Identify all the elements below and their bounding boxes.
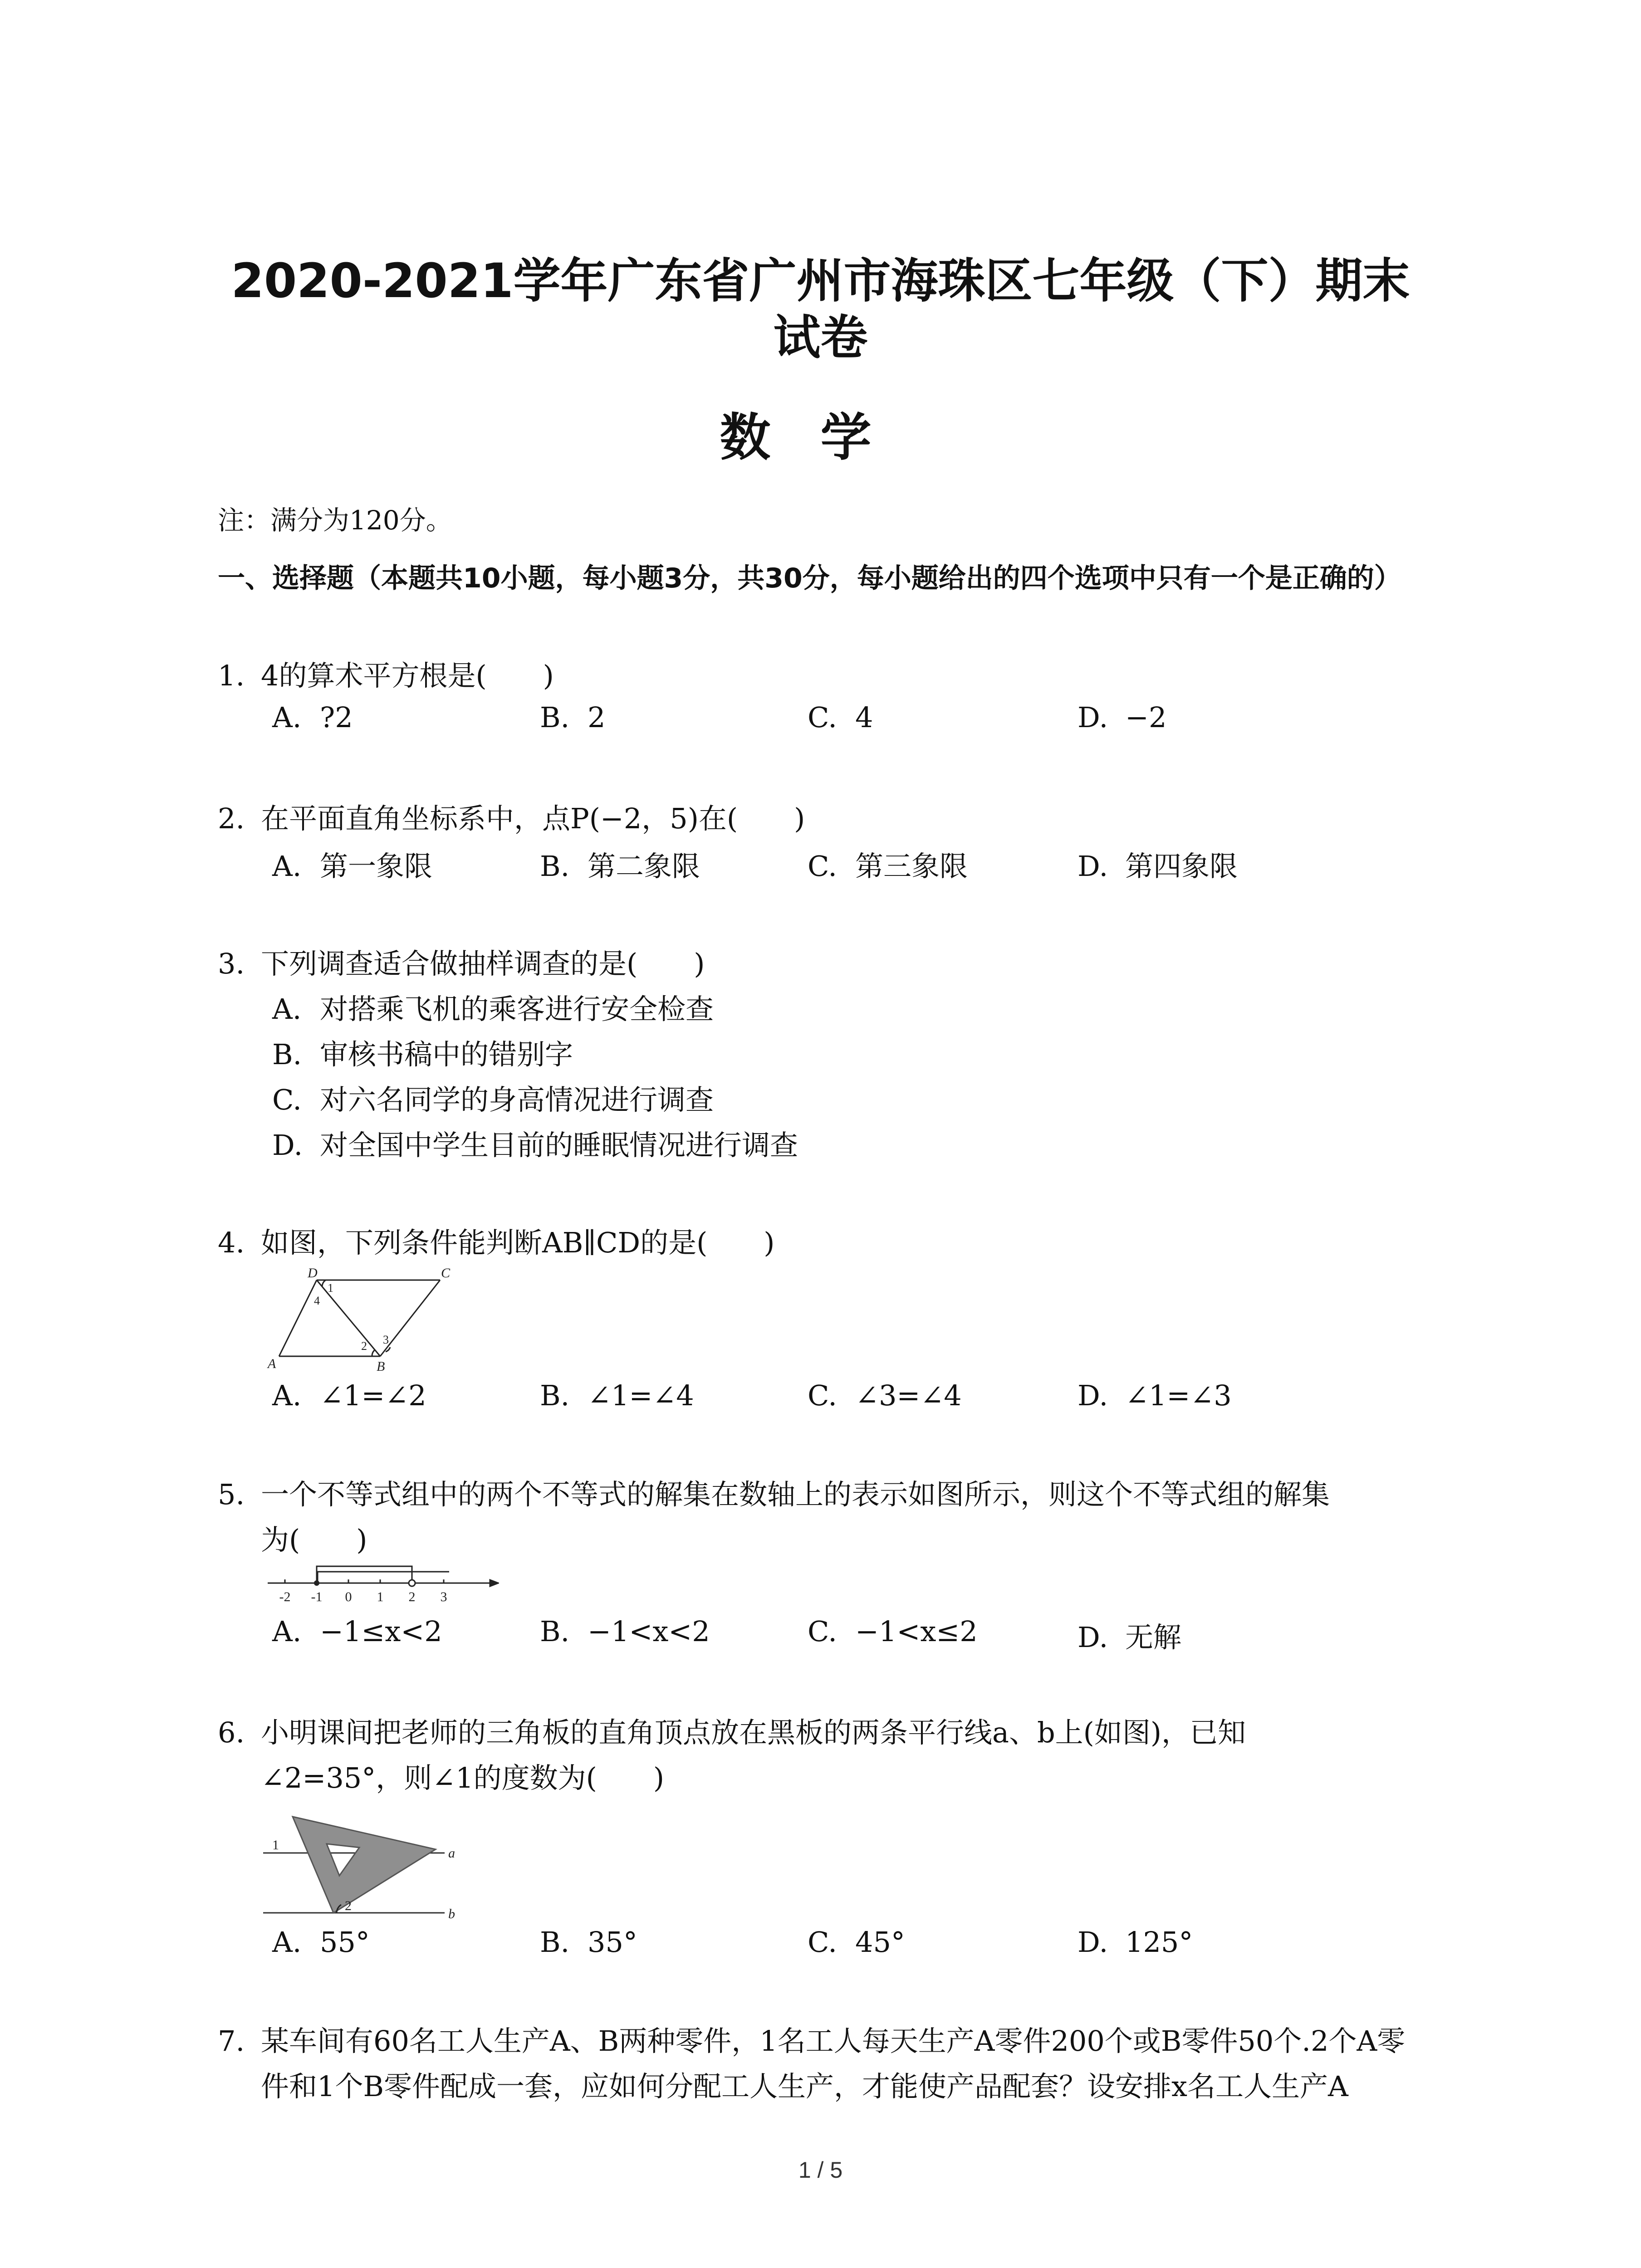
- option-d[interactable]: D. 无解: [1078, 1621, 1182, 1654]
- fig4-angle-4: 4: [314, 1294, 320, 1307]
- fig4-label-c: C: [441, 1266, 451, 1281]
- question-2: [218, 796, 1443, 841]
- option-a[interactable]: A. ?2: [272, 701, 353, 734]
- question-stem: 一个不等式组中的两个不等式的解集在数轴上的表示如图所示，则这个不等式组的解集: [261, 1478, 1330, 1511]
- question-stem: 小明课间把老师的三角板的直角顶点放在黑板的两条平行线a、b上(如图)，已知: [261, 1716, 1246, 1749]
- question-number: 3.: [218, 947, 245, 980]
- option-d[interactable]: D. ∠1=∠3: [1078, 1379, 1232, 1412]
- question-4: [218, 1220, 1443, 1266]
- tick-label: 1: [377, 1589, 384, 1604]
- option-a[interactable]: A. −1≤x<2: [272, 1615, 442, 1648]
- page-title-line2: 试卷: [773, 310, 868, 365]
- question-number: 5.: [218, 1478, 245, 1511]
- section-heading: 一、选择题（本题共10小题，每小题3分，共30分，每小题给出的四个选项中只有一个是正确的）: [218, 562, 1401, 594]
- option-b[interactable]: B. 第二象限: [540, 850, 700, 883]
- option-c[interactable]: C. ∠3=∠4: [808, 1379, 962, 1412]
- tick-label: 3: [440, 1589, 447, 1604]
- tick-label: 0: [345, 1589, 352, 1604]
- question-5-line2: 为( ): [261, 1523, 367, 1556]
- question-7-line2: 件和1个B零件配成一套，应如何分配工人生产，才能使产品配套？设安排x名工人生产A: [261, 2070, 1348, 2103]
- score-note: 注：满分为120分。: [218, 505, 452, 536]
- option-b[interactable]: B. −1<x<2: [540, 1615, 710, 1648]
- figure-number-line: [263, 1558, 499, 1608]
- option-d[interactable]: D. 125°: [1078, 1926, 1193, 1959]
- option-a[interactable]: A. 55°: [272, 1926, 370, 1959]
- question-7: [218, 2019, 1443, 2064]
- question-stem: 下列调查适合做抽样调查的是( ): [261, 947, 705, 980]
- fig4-label-b: B: [377, 1359, 385, 1374]
- tick-label: 2: [408, 1589, 416, 1604]
- question-1: [218, 653, 1443, 699]
- figure-parallelogram: [263, 1266, 463, 1374]
- option-c[interactable]: C. 第三象限: [808, 850, 968, 883]
- question-number: 7.: [218, 2024, 245, 2058]
- question-5: [218, 1472, 1443, 1517]
- option-c[interactable]: C. −1<x≤2: [808, 1615, 978, 1648]
- question-number: 6.: [218, 1716, 245, 1749]
- option-b[interactable]: B. 2: [540, 701, 606, 734]
- fig6-angle-1: 1: [272, 1838, 279, 1853]
- question-6: [218, 1710, 1443, 1755]
- question-3: [218, 941, 1443, 987]
- option-c[interactable]: C. 4: [808, 701, 873, 734]
- option-a[interactable]: A. ∠1=∠2: [272, 1379, 426, 1412]
- fig4-angle-3: 3: [383, 1333, 389, 1346]
- fig6-angle-2: 2: [345, 1898, 352, 1913]
- figure-triangle-ruler: [259, 1808, 472, 1926]
- fig4-angle-2: 2: [361, 1339, 367, 1353]
- option-b[interactable]: B. ∠1=∠4: [540, 1379, 694, 1412]
- question-number: 1.: [218, 659, 245, 692]
- option-d[interactable]: D. 第四象限: [1078, 850, 1238, 883]
- question-number: 2.: [218, 802, 245, 835]
- option-d[interactable]: D. −2: [1078, 701, 1167, 734]
- page-title-line1: 2020-2021学年广东省广州市海珠区七年级（下）期末: [231, 253, 1410, 308]
- question-stem: 某车间有60名工人生产A、B两种零件，1名工人每天生产A零件200个或B零件50个.2个A零: [261, 2024, 1406, 2058]
- option-b[interactable]: B. 35°: [540, 1926, 637, 1959]
- fig4-angle-1: 1: [328, 1281, 333, 1295]
- question-stem: 在平面直角坐标系中，点P(−2，5)在( ): [261, 802, 805, 835]
- option-c[interactable]: C. 45°: [808, 1926, 905, 1959]
- subject-heading: 数学: [720, 408, 921, 467]
- question-number: 4.: [218, 1226, 245, 1259]
- page-number: 1 / 5: [798, 2157, 843, 2183]
- option-d[interactable]: D. 对全国中学生目前的睡眠情况进行调查: [272, 1129, 798, 1162]
- fig4-label-a: A: [268, 1356, 276, 1371]
- option-c[interactable]: C. 对六名同学的身高情况进行调查: [272, 1083, 714, 1116]
- fig4-label-d: D: [308, 1266, 318, 1281]
- fig6-line-b: b: [448, 1906, 455, 1921]
- option-a[interactable]: A. 第一象限: [272, 850, 433, 883]
- tick-label: -1: [311, 1589, 323, 1604]
- option-a[interactable]: A. 对搭乘飞机的乘客进行安全检查: [272, 992, 714, 1026]
- question-stem: 4的算术平方根是( ): [261, 659, 554, 692]
- question-6-line2: ∠2=35°，则∠1的度数为( ): [261, 1761, 665, 1794]
- tick-label: -2: [279, 1589, 291, 1604]
- question-stem: 如图，下列条件能判断AB∥CD的是( ): [261, 1226, 775, 1259]
- option-b[interactable]: B. 审核书稿中的错别字: [272, 1038, 573, 1071]
- fig6-line-a: a: [448, 1846, 455, 1861]
